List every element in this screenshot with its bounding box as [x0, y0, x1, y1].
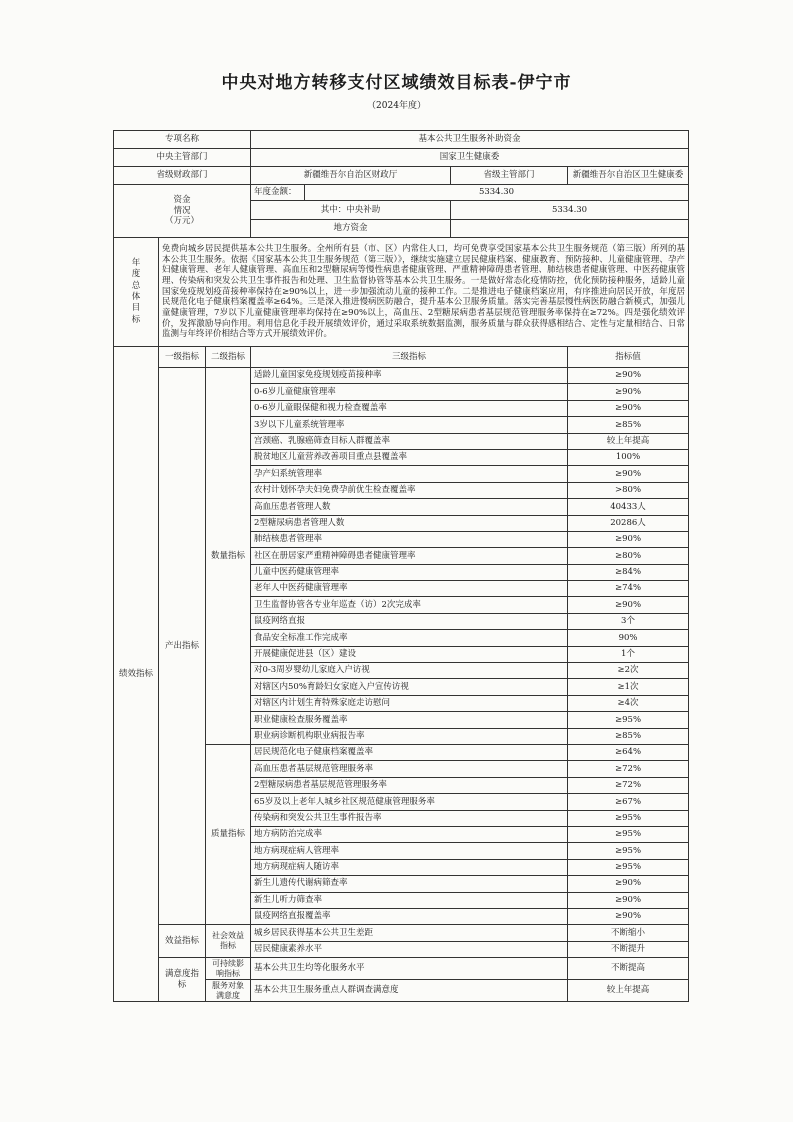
indicator-name: 基本公共卫生服务重点人群调查满意度: [251, 980, 568, 1002]
col-value: 指标值: [568, 347, 689, 368]
indicator-name: 农村计划怀孕夫妇免费孕前优生检查覆盖率: [251, 482, 568, 498]
indicator-value: ≥72%: [568, 777, 689, 793]
indicator-value: ≥72%: [568, 761, 689, 777]
goal-label-cell: [114, 238, 159, 347]
indicator-name: 地方病现症病人管理率: [251, 843, 568, 859]
indicator-value: ≥95%: [568, 712, 689, 728]
col-level1: 一级指标: [159, 347, 206, 368]
page-title: 中央对地方转移支付区域绩效目标表-伊宁市: [221, 73, 572, 93]
project-label: 专项名称: [114, 131, 251, 149]
prov-dept-label: 省级主管部门: [451, 167, 568, 185]
indicator-value: ≥95%: [568, 826, 689, 842]
indicator-name: 65岁及以上老年人城乡社区规范健康管理服务率: [251, 794, 568, 810]
indicator-value: ≥80%: [568, 548, 689, 564]
col-level2: 二级指标: [206, 347, 251, 368]
indicator-value: 不断提高: [568, 958, 689, 980]
indicator-name: 儿童中医药健康管理率: [251, 564, 568, 580]
indicator-value: ≥85%: [568, 417, 689, 433]
indicator-name: 卫生监督协管各专业年巡查（访）2次完成率: [251, 597, 568, 613]
central-dept-value: 国家卫生健康委: [251, 149, 689, 167]
indicator-row: [114, 958, 689, 980]
quantity-label: 数量指标: [206, 368, 251, 745]
indicator-name: 新生儿听力筛查率: [251, 892, 568, 908]
indicator-name: 开展健康促进县（区）建设: [251, 646, 568, 662]
indicator-value: ≥90%: [568, 892, 689, 908]
indicator-name: 脱贫地区儿童营养改善项目重点县覆盖率: [251, 449, 568, 465]
indicator-name: 职业病诊断机构职业病报告率: [251, 728, 568, 744]
indicator-value: ≥90%: [568, 597, 689, 613]
annual-label: 年度金额：: [251, 185, 305, 201]
indicator-value: ≥85%: [568, 728, 689, 744]
indicator-value: ≥2次: [568, 663, 689, 679]
indicator-value: ≥95%: [568, 859, 689, 875]
indicator-name: 城乡居民获得基本公共卫生差距: [251, 925, 568, 941]
indicator-name: 3岁以下儿童系统管理率: [251, 417, 568, 433]
indicator-value: ≥90%: [568, 368, 689, 384]
funds-label: 资金 情况 （万元）: [114, 185, 251, 238]
indicator-value: ≥95%: [568, 810, 689, 826]
indicator-value: ≥90%: [568, 384, 689, 400]
indicator-value: ≥90%: [568, 908, 689, 924]
indicator-name: 居民健康素养水平: [251, 941, 568, 957]
indicator-name: 2型糖尿病患者基层规范管理服务率: [251, 777, 568, 793]
page-subtitle: （2024年度）: [367, 101, 426, 111]
section-label: 绩效指标: [114, 347, 159, 1002]
indicator-name: 鼠疫网络直报: [251, 613, 568, 629]
indicator-name: 0-6岁儿童眼保健和视力检查覆盖率: [251, 400, 568, 416]
central-label: 其中：中央补助: [251, 201, 451, 220]
indicator-value: 40433人: [568, 499, 689, 515]
indicator-value: 3个: [568, 613, 689, 629]
indicator-value: 90%: [568, 630, 689, 646]
indicator-name: 高血压患者管理人数: [251, 499, 568, 515]
central-value: 5334.30: [451, 201, 689, 220]
indicator-value: ≥90%: [568, 876, 689, 892]
satisfaction-label: 满意度指标: [159, 958, 206, 1002]
prov-dept-value: 新疆维吾尔自治区卫生健康委: [568, 167, 689, 185]
indicator-name: 地方病防治完成率: [251, 826, 568, 842]
indicator-value: ≥84%: [568, 564, 689, 580]
indicator-value: 较上年提高: [568, 980, 689, 1002]
indicator-name: 社区在册居家严重精神障碍患者健康管理率: [251, 548, 568, 564]
indicator-value: ≥1次: [568, 679, 689, 695]
indicator-value: ≥95%: [568, 843, 689, 859]
indicator-name: 鼠疫网络直报覆盖率: [251, 908, 568, 924]
indicator-value: ≥64%: [568, 744, 689, 760]
project-value: 基本公共卫生服务补助资金: [251, 131, 689, 149]
quality-label: 质量指标: [206, 744, 251, 924]
output-label: 产出指标: [159, 368, 206, 925]
indicator-value: 20286人: [568, 515, 689, 531]
social-label: 社会效益指标: [206, 925, 251, 958]
indicator-name: 新生儿遗传代谢病筛查率: [251, 876, 568, 892]
indicator-value: >80%: [568, 482, 689, 498]
indicator-name: 居民规范化电子健康档案覆盖率: [251, 744, 568, 760]
indicator-value: ≥90%: [568, 531, 689, 547]
indicator-value: ≥90%: [568, 400, 689, 416]
indicator-row: [114, 925, 689, 941]
indicator-name: 传染病和突发公共卫生事件报告率: [251, 810, 568, 826]
goal-text: 免费向城乡居民提供基本公共卫生服务。全州所有县（市、区）内常住人口，均可免费享受国家基本公共卫生服务规范（第三版）所列的基本公共卫生服务。依据《国家基本公共卫生服务规范（第三版）》，继续实施建立居民健康档案、健康教育、预防接种、儿童健康管理、孕产妇健康管理、老年人健康管理、高血压和2型糖尿病等慢性病患者健康管理、严重精神障碍患者管理、肺结核患者健康管理、中医药健康管理、传染病和突发公共卫生事件报告和处理、卫生监督协管等基本公共卫生服务。一是做好常态化疫情防控，优化预防接种服务，适龄儿童国家免疫规划疫苗接种率保持在≥90%以上，进一步加强流动儿童的接种工作。二是推进电子健康档案应用，有序推进向居民开放，年度居民规范化电子健康档案覆盖率≥64%。三是深入推进慢病医防融合，提升基本公卫服务质量。落实完善基层慢性病医防融合新模式，加强儿童健康管理，7岁以下儿童健康管理率均保持在≥90%以上，高血压、2型糖尿病患者基层规范管理服务率保持在≥72%。四是强化绩效评价，发挥激励导向作用。利用信息化手段开展绩效评价，通过采取系统数据监测，服务质量与群众获得感相结合、定性与定量相结合、日常监测与年终评价相结合等方式开展绩效评价。: [159, 238, 689, 347]
indicator-name: 地方病现症病人随访率: [251, 859, 568, 875]
indicator-value: ≥4次: [568, 695, 689, 711]
indicator-name: 基本公共卫生均等化服务水平: [251, 958, 568, 980]
prov-finance-value: 新疆维吾尔自治区财政厅: [251, 167, 451, 185]
indicator-name: 对0-3周岁婴幼儿家庭入户访视: [251, 663, 568, 679]
indicator-value: 不断缩小: [568, 925, 689, 941]
indicator-value: ≥74%: [568, 581, 689, 597]
indicator-value: 1个: [568, 646, 689, 662]
local-label: 地方资金: [251, 220, 451, 238]
indicator-name: 食品安全标准工作完成率: [251, 630, 568, 646]
indicator-name: 职业健康检查服务覆盖率: [251, 712, 568, 728]
indicator-value: 不断提升: [568, 941, 689, 957]
indicator-name: 对辖区内计划生育特殊家庭走访慰问: [251, 695, 568, 711]
indicator-name: 老年人中医药健康管理率: [251, 581, 568, 597]
benefit-label: 效益指标: [159, 925, 206, 958]
local-value: [451, 220, 689, 238]
indicator-value: 较上年提高: [568, 433, 689, 449]
col-level3: 三级指标: [251, 347, 568, 368]
indicator-name: 0-6岁儿童健康管理率: [251, 384, 568, 400]
prov-finance-label: 省级财政部门: [114, 167, 251, 185]
indicator-name: 肺结核患者管理率: [251, 531, 568, 547]
indicator-row: [114, 368, 689, 384]
indicator-value: 100%: [568, 449, 689, 465]
indicator-name: 2型糖尿病患者管理人数: [251, 515, 568, 531]
indicator-name: 适龄儿童国家免疫规划疫苗接种率: [251, 368, 568, 384]
indicator-name: 高血压患者基层规范管理服务率: [251, 761, 568, 777]
performance-table: [113, 130, 689, 1002]
indicator-value: ≥67%: [568, 794, 689, 810]
indicator-name: 孕产妇系统管理率: [251, 466, 568, 482]
service-obj-label: 服务对象满意度: [206, 980, 251, 1002]
annual-value: 5334.30: [305, 185, 689, 201]
indicator-name: 对辖区内50%育龄妇女家庭入户宣传访视: [251, 679, 568, 695]
goal-label: 年度总体目标: [131, 257, 141, 325]
indicator-name: 宫颈癌、乳腺癌筛查目标人群覆盖率: [251, 433, 568, 449]
central-dept-label: 中央主管部门: [114, 149, 251, 167]
indicator-value: ≥90%: [568, 466, 689, 482]
sustain-label: 可持续影响指标: [206, 958, 251, 980]
